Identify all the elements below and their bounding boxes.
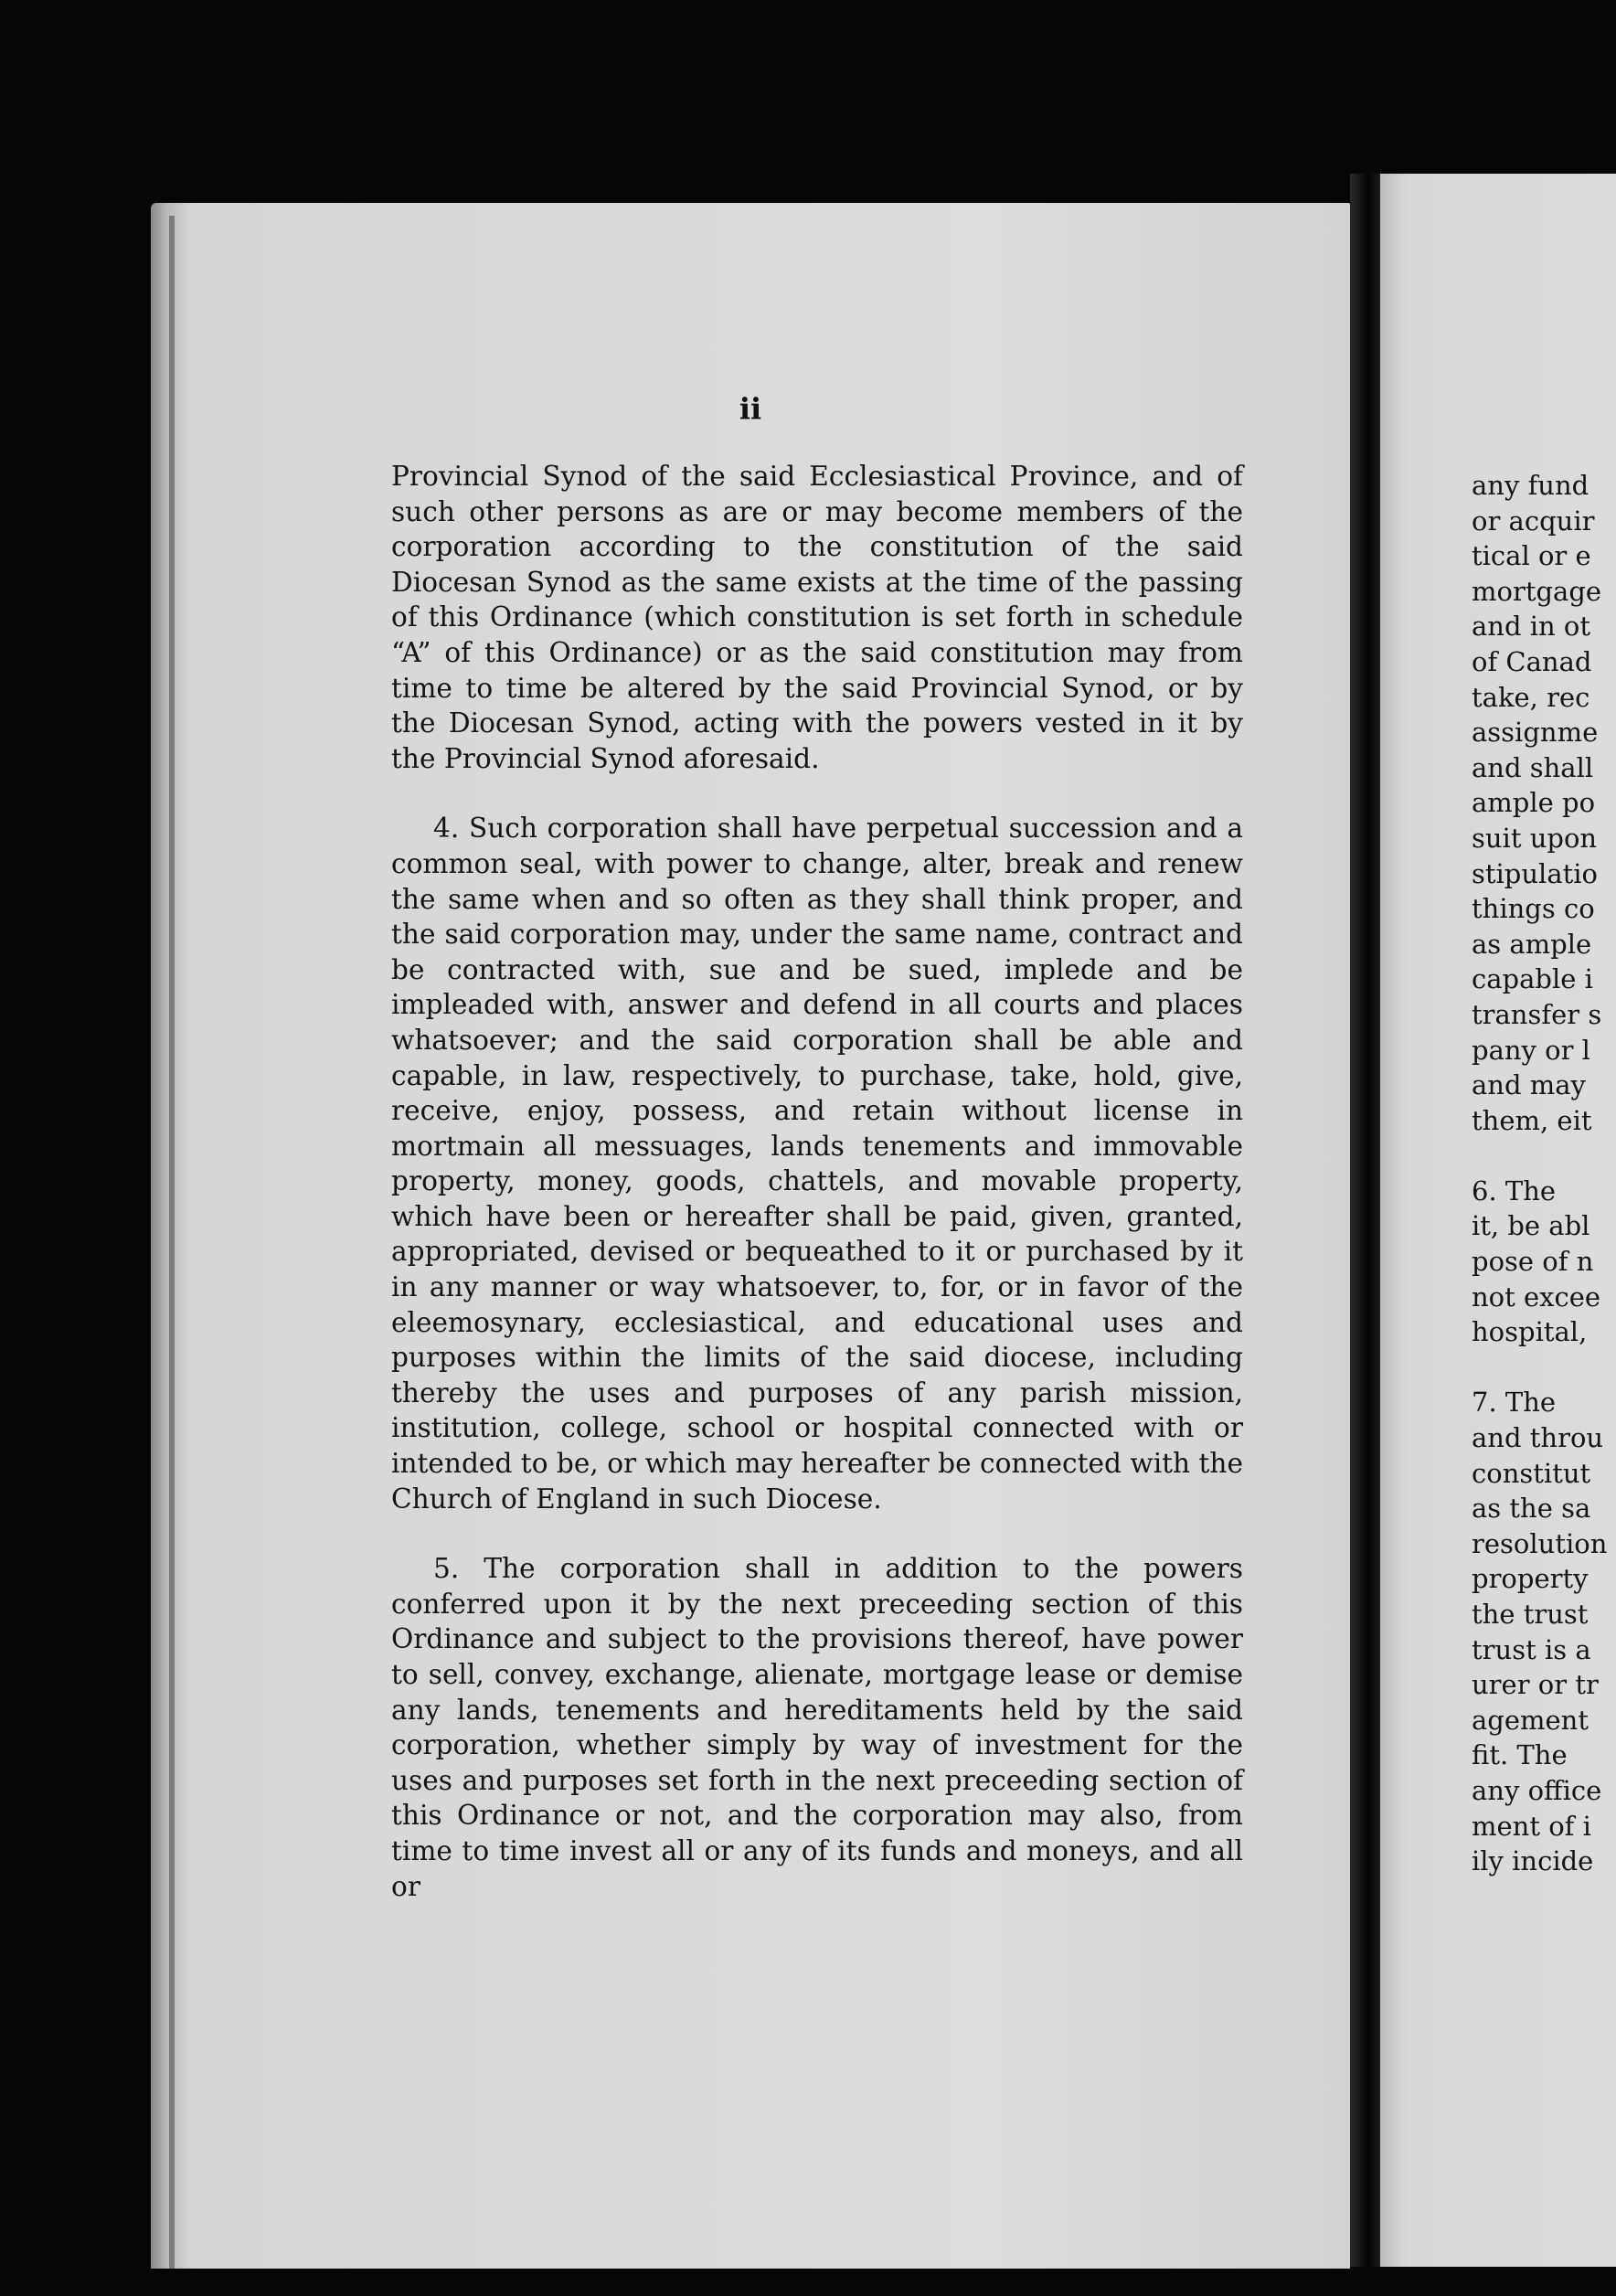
fragment-line: assignme — [1472, 717, 1599, 749]
page-body — [391, 459, 1243, 1904]
fragment-line: stipulatio — [1472, 857, 1599, 889]
fragment-line: the trust — [1472, 1599, 1589, 1630]
fragment-line: constitut — [1472, 1457, 1591, 1489]
fragment-line: hospital, — [1472, 1316, 1588, 1348]
fragment-line: ment of i — [1472, 1810, 1591, 1842]
section-5 — [391, 1551, 1243, 1904]
fragment-line: any office — [1472, 1774, 1602, 1806]
fragment-line: as ample — [1472, 928, 1592, 960]
fragment-line: pose of n — [1472, 1246, 1594, 1278]
fragment-line: fit. The — [1472, 1739, 1568, 1771]
fragment-line: trust is a — [1472, 1633, 1591, 1665]
fragment-line: take, rec — [1472, 681, 1590, 713]
fragment-line: and in ot — [1472, 611, 1591, 643]
left-page — [151, 203, 1350, 2269]
paragraph-text: Provincial Synod of the said Ecclesiastical Province, and of such other persons as are or may become members of the corporation according to the constitution of the said Diocesan Synod as the same exists at the time of the passing of this Ordinance (which constitution is set forth in schedule “A” of this Ordinance) or as the said constitution may from time to time be altered by the said Provincial Synod, or by the Diocesan Synod, acting with the powers vested in it by the Provincial Synod aforesaid. — [391, 461, 1243, 774]
fragment-line: things co — [1472, 893, 1595, 925]
section-4 — [391, 811, 1243, 1516]
fragment-line: 6. The — [1472, 1175, 1557, 1206]
right-page-fragments — [1472, 468, 1607, 1879]
fragment-line: agement — [1472, 1704, 1589, 1736]
fragment-line: suit upon — [1472, 822, 1598, 854]
fragment-line: and may — [1472, 1069, 1586, 1101]
fragment-line: 7. The — [1472, 1387, 1557, 1419]
fragment-line: ample po — [1472, 787, 1596, 819]
fragment-line: and shall — [1472, 751, 1594, 783]
fragment-line: of Canad — [1472, 645, 1592, 677]
fragment-line: mortgage — [1472, 575, 1602, 607]
block-gap — [1472, 1350, 1607, 1386]
fragment-line: them, eit — [1472, 1104, 1592, 1136]
fragment-line: not excee — [1472, 1281, 1601, 1313]
book-gutter — [1350, 174, 1380, 2267]
fragment-line: ily incide — [1472, 1845, 1594, 1877]
fragment-line: or acquir — [1472, 505, 1595, 537]
block-gap — [1472, 1138, 1607, 1174]
section-5-text: 5. The corporation shall in addition to the powers conferred upon it by the next preceeding section of this Ordinance and subject to the provisions thereof, have power to sell, convey, exchange, alienate, mortgage lease or demise any lands, tenements and hereditaments held by the said corporation, whether simply by way of investment for the uses and purposes set forth in the next preceeding section of this Ordinance or not, and the corporation may also, from time to time invest all or any of its funds and moneys, and all or — [391, 1553, 1243, 1902]
paragraph-continued — [391, 459, 1243, 776]
fragment-line: as the sa — [1472, 1493, 1591, 1525]
fragment-line: it, be abl — [1472, 1210, 1590, 1242]
section-4-text: 4. Such corporation shall have perpetual succession and a common seal, with power to change, alter, break and renew the same when and so often as they shall think proper, and the said corporation may, under the same name, contract and be contracted with, sue and be sued, implede and be impleaded with, answer and defend in all courts and places whatsoever; and the said corporation shall be able and capable, in law, respectively, to purchase, take, hold, give, receive, enjoy, possess, and retain without license in mortmain all messuages, lands tenements and immovable property, money, goods, chattels, and movable property, which have been or hereafter shall be paid, given, granted, appropriated, devised or bequeathed to it or purchased by it in any manner or way whatsoever, to, for, or in favor of the eleemosynary, ecclesiastical, and educational uses and purposes within the limits of the said diocese, including thereby the uses and purposes of any parish mission, institution, college, school or hospital connected with or intended to be, or which may hereafter be connected with the Church of England in such Diocese. — [391, 813, 1243, 1515]
fragment-line: any fund — [1472, 470, 1589, 501]
page-number: ii — [739, 391, 762, 426]
fragment-line: pany or l — [1472, 1034, 1590, 1066]
fragment-line: capable i — [1472, 963, 1593, 995]
right-page — [1380, 174, 1616, 2267]
fragment-line: tical or e — [1472, 540, 1591, 572]
fragment-line: resolution — [1472, 1527, 1608, 1559]
fragment-line: transfer s — [1472, 998, 1602, 1030]
fragment-line: property — [1472, 1563, 1589, 1595]
fragment-line: and throu — [1472, 1422, 1604, 1454]
fragment-line: urer or tr — [1472, 1669, 1599, 1701]
